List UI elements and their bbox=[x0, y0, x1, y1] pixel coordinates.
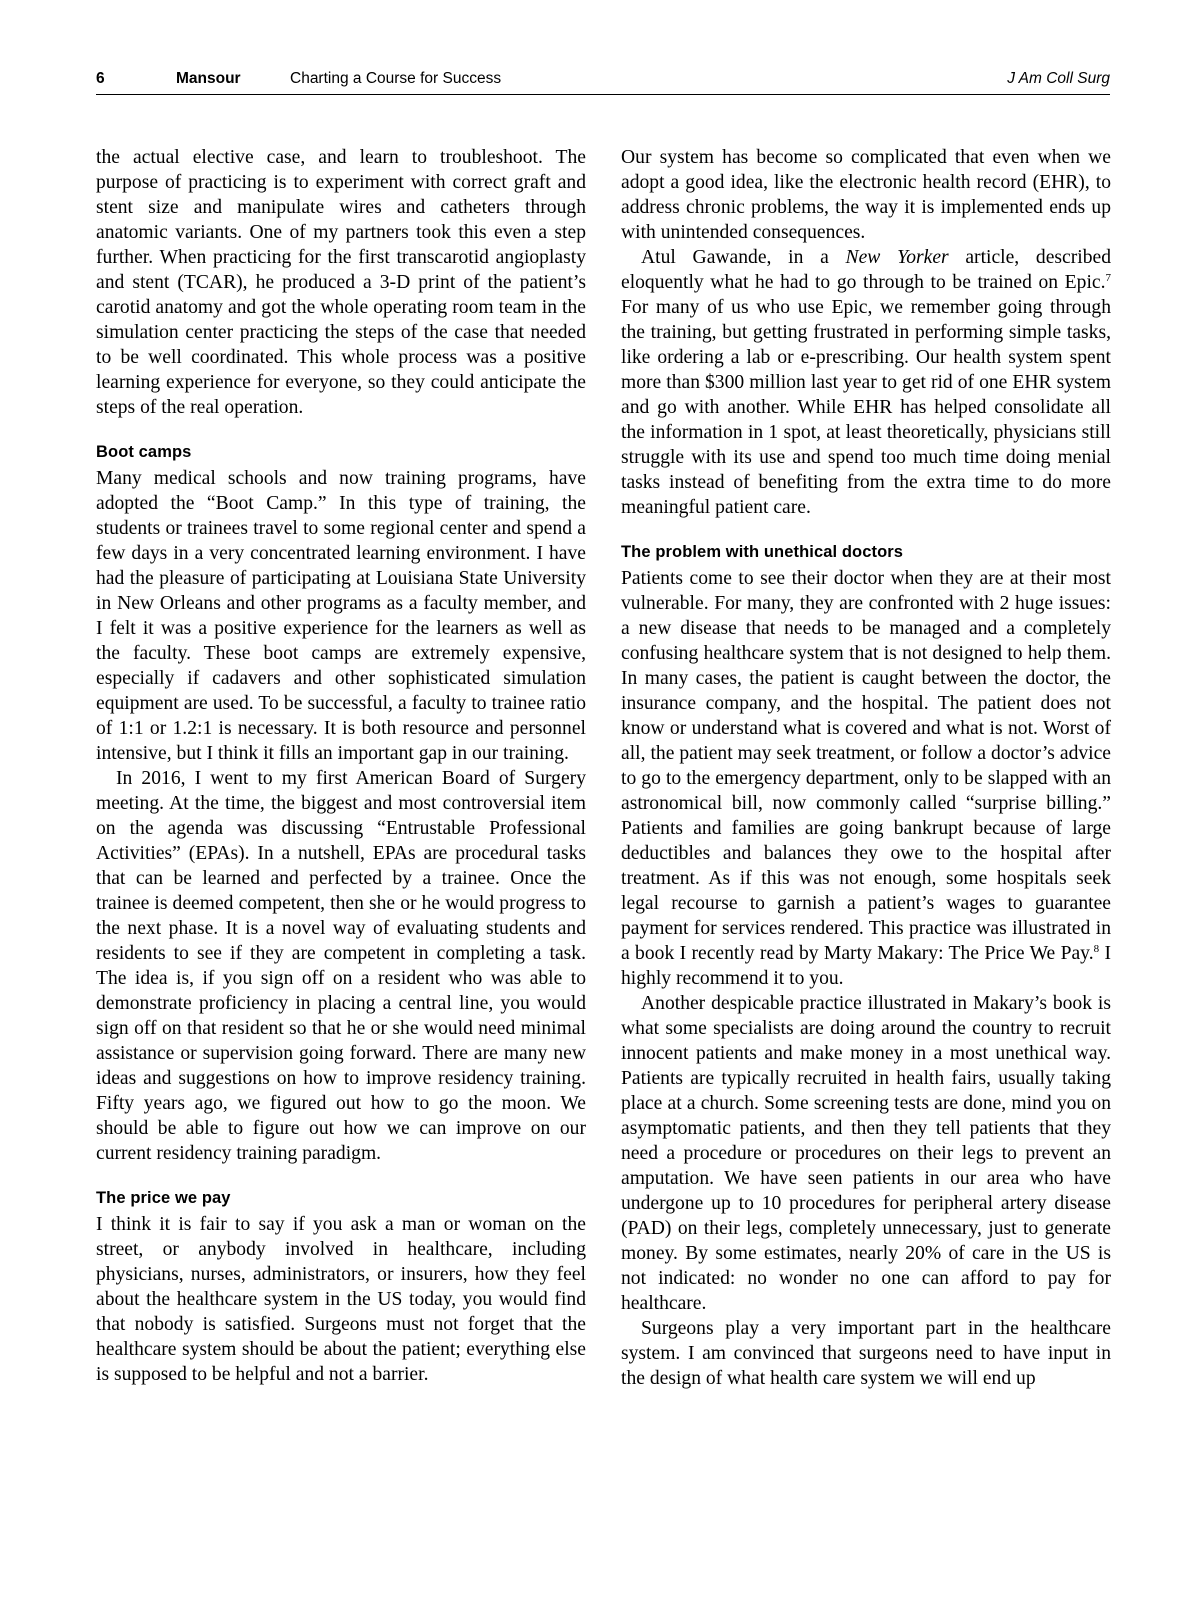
paragraph-unethical-1 bbox=[621, 566, 1111, 991]
paragraph-gawande bbox=[621, 245, 1111, 520]
page-number: 6 bbox=[96, 70, 105, 87]
reference-superscript-7: 7 bbox=[1105, 272, 1111, 284]
running-head-journal: J Am Coll Surg bbox=[1007, 70, 1110, 87]
left-column bbox=[96, 145, 586, 1387]
paragraph-gawande-text-a: Atul Gawande, in a bbox=[641, 247, 846, 268]
right-column bbox=[621, 145, 1111, 1391]
running-head-author: Mansour bbox=[176, 70, 241, 87]
paragraph-unethical-1-text-a: Patients come to see their doctor when they are at their most vulnerable. For many, they are confronted with 2 huge issues: a new disease that needs to be managed and a completely confusing healthcare system that is not designed to help them. In many cases, the patient is caught between the doctor, the insurance company, and the hospital. The patient does not know or understand what is covered and what is not. Worst of all, the patient may seek treatment, or follow a doctor’s advice to go to the emergency department, only to be slapped with an astronomical bill, now commonly called “surprise billing.” Patients and families are going bankrupt because of large deductibles and balances they owe to the hospital after treatment. As if this was not enough, some hospitals seek legal recourse to garnish a patient’s wages to guarantee payment for services rendered. This practice was illustrated in a book I recently read by Marty Makary: The Price We Pay. bbox=[621, 568, 1111, 964]
running-head-title: Charting a Course for Success bbox=[290, 70, 502, 87]
running-head bbox=[96, 68, 1110, 95]
paragraph-continuation: the actual elective case, and learn to troubleshoot. The purpose of practicing is to experiment with correct graft and stent size and manipulate wires and catheters through anatomic variants. One of my partners took this even a step further. When practicing for the first transcarotid angioplasty and stent (TCAR), he produced a 3-D print of the patient’s carotid anatomy and got the whole operating room team in the simulation center practicing the steps of the case that needed to be well coordinated. This whole process was a positive learning experience for everyone, so they could anticipate the steps of the real operation. bbox=[96, 147, 586, 418]
paragraph-unethical-3: Surgeons play a very important part in the healthcare system. I am convinced that surgeons need to have input in the design of what health care system we will end up bbox=[621, 1318, 1111, 1389]
publication-name: New Yorker bbox=[845, 247, 949, 268]
paragraph-boot-camps-2: In 2016, I went to my first American Board of Surgery meeting. At the time, the biggest and most controversial item on the agenda was discussing “Entrustable Professional Activities” (EPAs). In a nutshell, EPAs are procedural tasks that can be learned and perfected by a trainee. Once the trainee is deemed competent, then she or he would progress to the next phase. It is a novel way of evaluating students and residents to see if they are competent in completing a task. The idea is, if you sign off on a resident who was able to demonstrate proficiency in placing a central line, you would sign off on that resident so that he or she would need minimal assistance or supervision going forward. There are many new ideas and suggestions on how to improve residency training. Fifty years ago, we figured out how to go the moon. We should be able to figure out how we can improve on our current residency training paradigm. bbox=[96, 768, 586, 1164]
paragraph-gawande-text-c: For many of us who use Epic, we remember going through the training, but getting frustrated in performing simple tasks, like ordering a lab or e-prescribing. Our health system spent more than $300 million last year to get rid of one EHR system and go with another. While EHR has helped consolidate all the information in 1 spot, at least theoretically, physicians still struggle with its use and spend too much time doing menial tasks instead of benefiting from the extra time to do more meaningful patient care. bbox=[621, 297, 1111, 518]
section-heading-price-we-pay: The price we pay bbox=[96, 1189, 231, 1207]
reference-superscript-8: 8 bbox=[1093, 943, 1100, 955]
paragraph-boot-camps-1: Many medical schools and now training programs, have adopted the “Boot Camp.” In this type of training, the students or trainees travel to some regional center and spend a few days in a very concentrated learning environment. I have had the pleasure of participating at Louisiana State University in New Orleans and other programs as a faculty member, and I felt it was a positive experience for the learners as well as the faculty. These boot camps are extremely expensive, especially if cadavers and other sophisticated simulation equipment are used. To be successful, a faculty to trainee ratio of 1:1 or 1.2:1 is necessary. It is both resource and personnel intensive, but I think it fills an important gap in our training. bbox=[96, 468, 586, 764]
paragraph-price-1: I think it is fair to say if you ask a man or woman on the street, or anybody involved in healthcare, including physicians, nurses, administrators, or insurers, how they feel about the healthcare system in the US today, you would find that nobody is satisfied. Surgeons must not forget that the healthcare system should be about the patient; everything else is supposed to be helpful and not a barrier. bbox=[96, 1214, 586, 1385]
paragraph-unethical-1-text-b: I highly recommend it to you. bbox=[621, 943, 1111, 989]
paragraph-price-2: Our system has become so complicated that even when we adopt a good idea, like the electronic health record (EHR), to address chronic problems, the way it is implemented ends up with unintended consequences. bbox=[621, 147, 1111, 243]
section-heading-boot-camps: Boot camps bbox=[96, 443, 192, 461]
paragraph-unethical-2: Another despicable practice illustrated in Makary’s book is what some specialists are doing around the country to recruit innocent patients and make money in a most unethical way. Patients are typically recruited in health fairs, usually taking place at a church. Some screening tests are done, mind you on asymptomatic patients, and then they tell patients that they need a procedure or procedures on their legs to prevent an amputation. We have seen patients in our area who have undergone up to 10 procedures for peripheral artery disease (PAD) on their legs, completely unnecessary, just to generate money. By some estimates, nearly 20% of care in the US is not indicated: no wonder no one can afford to pay for healthcare. bbox=[621, 993, 1111, 1314]
section-heading-unethical-doctors: The problem with unethical doctors bbox=[621, 543, 904, 561]
paragraph-gawande-text-b: article, described eloquently what he had to go through to be trained on Epic. bbox=[621, 247, 1111, 293]
